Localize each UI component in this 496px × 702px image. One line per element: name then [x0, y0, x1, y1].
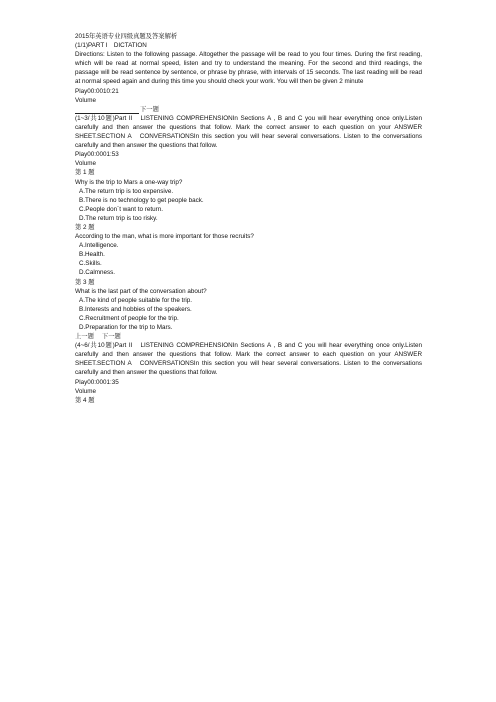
- question-2-stem: According to the man, what is more important for those recruits?: [75, 233, 254, 241]
- question-3-option-b[interactable]: B.Interests and hobbies of the speakers.: [79, 305, 192, 313]
- question-3-option-d[interactable]: D.Preparation for the trip to Mars.: [79, 324, 173, 331]
- section2-play-control[interactable]: Play00:0001:35: [75, 378, 119, 386]
- question-3-stem: What is the last part of the conversation about?: [75, 287, 207, 295]
- question-2-option-a[interactable]: A.Intelligence.: [79, 242, 119, 250]
- section2-header: (4~6/共10题)Part II LISTENING COMPREHENSIONIn Sections A , B and C you will hear everything once only.Listen carefully and then answer the questions that follow. Mark the correct answer to each question on your ANSWER SHEET.SECTION A CONVERSATIONSIn this section you will hear several conversations. Listen to the conversations carefully and then answer the questions that follow.: [75, 342, 422, 377]
- part1-nav: [75, 105, 422, 114]
- section1-play-control[interactable]: Play00:0001:53: [75, 151, 119, 159]
- document-page: [75, 32, 422, 405]
- question-1-stem: Why is the trip to Mars a one-way trip?: [75, 178, 183, 186]
- part1-directions: Directions: Listen to the following passage. Altogether the passage will be read to you four times. During the first reading, which will be read at normal speed, listen and try to understand the meaning. For the second and third readings, the passage will be read sentence by sentence, or phrase by phrase, with intervals of 15 seconds. The last reading will be read at normal speed again and during this time you should check your work. You will then be given 2 minute: [75, 51, 422, 86]
- section2-volume-control[interactable]: Volume: [75, 387, 97, 395]
- answer-blank: [75, 107, 139, 114]
- next-question-link[interactable]: 下一题: [101, 333, 121, 341]
- part1-volume-control[interactable]: Volume: [75, 96, 97, 104]
- next-question-link[interactable]: 下一题: [140, 105, 159, 113]
- section1-header: (1~3/共10题)Part II LISTENING COMPREHENSIONIn Sections A , B and C you will hear everything once only.Listen carefully and then answer the questions that follow. Mark the correct answer to each question on your ANSWER SHEET.SECTION A CONVERSATIONSIn this section you will hear several conversations. Listen to the conversations carefully and then answer the questions that follow.: [75, 114, 422, 150]
- section1-volume-control[interactable]: Volume: [75, 160, 97, 168]
- question-2-option-d[interactable]: D.Calmness.: [79, 269, 116, 277]
- question-1-option-a[interactable]: A.The return trip is too expensive.: [79, 187, 174, 195]
- question-2-option-c[interactable]: C.Skills.: [79, 260, 102, 268]
- part1-header: (1/1)PART I DICTATION: [75, 42, 147, 50]
- question-3-option-c[interactable]: C.Recruitment of people for the trip.: [79, 314, 179, 322]
- question-3-label: 第 3 题: [75, 278, 95, 286]
- document-title: 2015年英语专业四级真题及答案解析: [75, 33, 178, 40]
- question-3-option-a[interactable]: A.The kind of people suitable for the trip.: [79, 296, 193, 304]
- question-4-label: 第 4 题: [75, 396, 95, 404]
- question-1-label: 第 1 题: [75, 169, 95, 177]
- question-2-option-b[interactable]: B.Health.: [79, 251, 105, 259]
- part1-play-control[interactable]: Play00:0010:21: [75, 87, 119, 95]
- question-1-option-b[interactable]: B.There is no technology to get people back.: [79, 196, 204, 204]
- question-1-option-d[interactable]: D.The return trip is too risky.: [79, 214, 158, 222]
- prev-question-link[interactable]: 上一题: [75, 333, 94, 341]
- question-1-option-c[interactable]: C.People don´t want to return.: [79, 205, 164, 213]
- question-2-label: 第 2 题: [75, 223, 95, 231]
- section1-nav: [75, 332, 422, 341]
